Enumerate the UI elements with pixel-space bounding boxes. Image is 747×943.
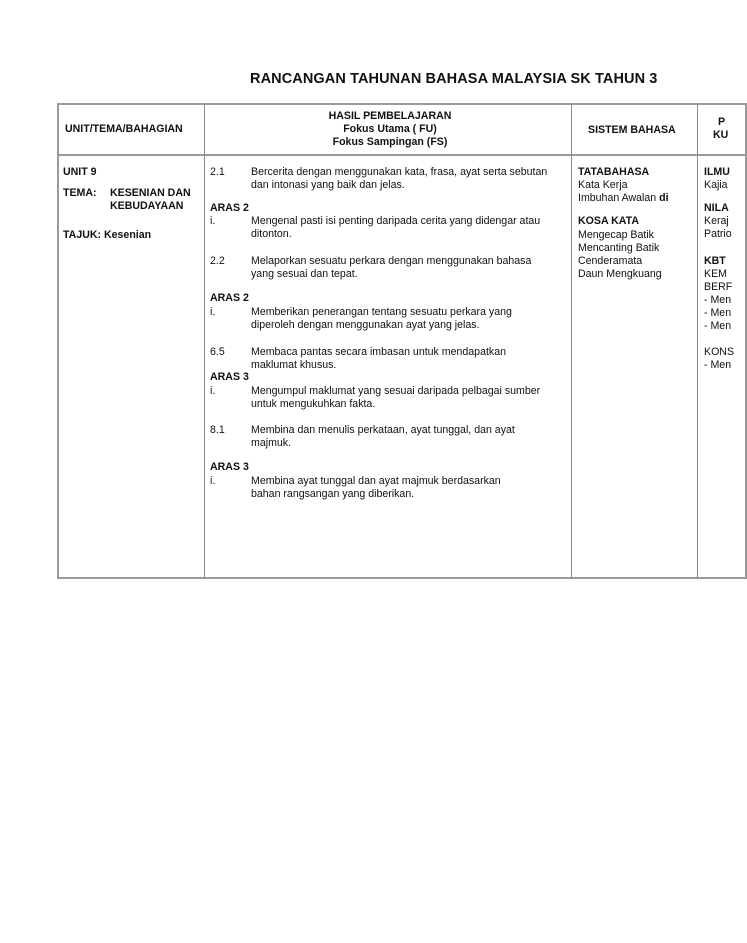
col4-text: Kajia [704, 179, 728, 191]
tajuk-label: TAJUK: Kesenian [63, 229, 152, 241]
document-title: RANCANGAN TAHUNAN BAHASA MALAYSIA SK TAHUN 3 [250, 71, 658, 87]
outcome-number: 6.5 [210, 346, 225, 358]
aras-label: ARAS 2 [210, 292, 249, 304]
outcome-text: yang sesuai dan tepat. [251, 268, 358, 280]
sistem-item: Kata Kerja [578, 179, 628, 191]
outcome-number: 2.1 [210, 166, 225, 178]
header-col4-line1: P [718, 116, 726, 128]
header-sistem-bahasa: SISTEM BAHASA [588, 124, 676, 136]
item-text: Membina ayat tunggal dan ayat majmuk berdasarkan [251, 475, 501, 487]
item-text: ditonton. [251, 228, 292, 240]
outcome-text: majmuk. [251, 437, 292, 449]
header-col4-line2: KU [713, 129, 729, 141]
outcome-number: 2.2 [210, 255, 225, 267]
header-hasil-line1: HASIL PEMBELAJARAN [328, 110, 452, 122]
item-marker: i. [210, 215, 216, 227]
sistem-item: Daun Mengkuang [578, 268, 662, 280]
col4-text: - Men [704, 359, 732, 371]
col4-text: Keraj [704, 215, 729, 227]
col4-text: - Men [704, 294, 732, 306]
outcome-text: Bercerita dengan menggunakan kata, frasa, ayat serta sebutan [251, 166, 548, 178]
tema-value-line2: KEBUDAYAAN [110, 200, 184, 212]
item-text: untuk mengukuhkan fakta. [251, 398, 376, 410]
imbuhan-bold: di [659, 192, 669, 204]
col4-text: - Men [704, 320, 732, 332]
col4-text: KONS [704, 346, 735, 358]
sistem-item: Mengecap Batik [578, 229, 654, 241]
outcome-text: maklumat khusus. [251, 359, 337, 371]
aras-label: ARAS 3 [210, 461, 249, 473]
outcome-number: 8.1 [210, 424, 225, 436]
sistem-item [578, 192, 669, 205]
outcome-text: dan intonasi yang baik dan jelas. [251, 179, 405, 191]
item-text: diperoleh dengan menggunakan ayat yang jelas. [251, 319, 480, 331]
tatabahasa-heading: TATABAHASA [578, 166, 650, 178]
item-marker: i. [210, 475, 216, 487]
aras-label: ARAS 2 [210, 202, 249, 214]
col4-text: Patrio [704, 228, 732, 240]
imbuhan-text: Imbuhan Awalan [578, 192, 660, 204]
item-text: Mengenal pasti isi penting daripada cerita yang didengar atau [251, 215, 541, 227]
item-marker: i. [210, 385, 216, 397]
tema-label: TEMA: [63, 187, 97, 199]
header-divider [57, 154, 747, 156]
column-divider-1 [204, 104, 205, 578]
header-unit-tema: UNIT/TEMA/BAHAGIAN [65, 123, 183, 135]
unit-label: UNIT 9 [63, 166, 97, 178]
header-hasil-line2: Fokus Utama ( FU) [343, 123, 437, 135]
item-text: Memberikan penerangan tentang sesuatu perkara yang [251, 306, 512, 318]
header-hasil-line3: Fokus Sampingan (FS) [332, 136, 448, 148]
col4-text: KBT [704, 255, 726, 267]
column-divider-3 [697, 104, 698, 578]
item-text: Mengumpul maklumat yang sesuai daripada pelbagai sumber [251, 385, 541, 397]
outcome-text: Membina dan menulis perkataan, ayat tunggal, dan ayat [251, 424, 515, 436]
col4-text: - Men [704, 307, 732, 319]
aras-label: ARAS 3 [210, 371, 249, 383]
col4-text: KEM [704, 268, 727, 280]
col4-text: NILA [704, 202, 729, 214]
outcome-text: Melaporkan sesuatu perkara dengan menggunakan bahasa [251, 255, 532, 267]
item-text: bahan rangsangan yang diberikan. [251, 488, 415, 500]
item-marker: i. [210, 306, 216, 318]
kosa-kata-heading: KOSA KATA [578, 215, 640, 227]
col4-text: BERF [704, 281, 733, 293]
outcome-text: Membaca pantas secara imbasan untuk mendapatkan [251, 346, 506, 358]
sistem-item: Mencanting Batik [578, 242, 660, 254]
tema-value-line1: KESENIAN DAN [110, 187, 191, 199]
col4-text: ILMU [704, 166, 730, 178]
column-divider-2 [571, 104, 572, 578]
sistem-item: Cenderamata [578, 255, 643, 267]
